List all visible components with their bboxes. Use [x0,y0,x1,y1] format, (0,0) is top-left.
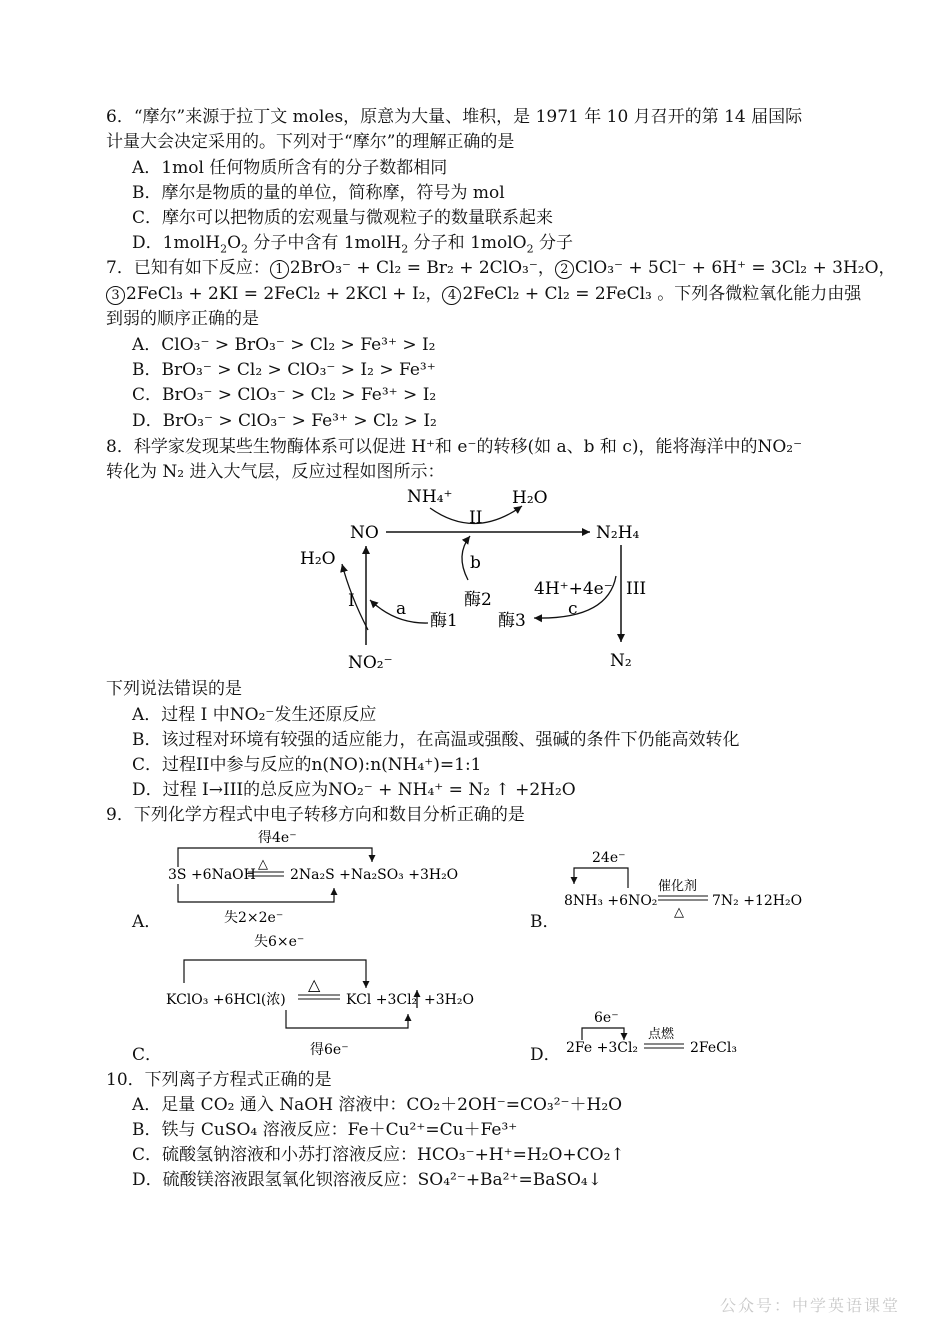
q9d-electron-label: 6e⁻ [594,1010,619,1026]
q9c-loss-bracket [184,960,366,988]
q6-option-d: D．$1molH_2O_2$ 分子中含有 1molH$_2$ 分子和 1molO$_2$ 分子 [132,233,574,256]
q10-option-c: C．硫酸氢钠溶液和小苏打溶液反应：HCO₃⁻+H⁺=H₂O+CO₂↑ [132,1145,625,1165]
q9a-loss-bracket [178,884,334,902]
q8-option-b: B．该过程对环境有较强的适应能力，在高温或强酸、强碱的条件下仍能高效转化 [132,730,740,750]
q10-option-a: A．足量 CO₂ 通入 NaOH 溶液中：CO₂＋2OH⁻=CO₃²⁻＋H₂O [132,1095,623,1115]
circled-4: 4 [442,286,461,305]
q9c-equation-left: KClO₃ +6HCl(浓) [166,992,286,1008]
q9a-gain-label: 得4e⁻ [258,830,297,846]
q9b-electron-label: 24e⁻ [592,850,626,866]
label-c: c [568,599,578,619]
q8-stem-line1: 8．科学家发现某些生物酶体系可以促进 H⁺和 e⁻的转移(如 a、b 和 c)，能将海洋中的NO₂⁻ [106,437,803,457]
q9d-equation-right: 2FeCl₃ [690,1040,737,1056]
label-h-e: 4H⁺+4e⁻ [534,579,613,599]
q9a-equation-left: 3S +6NaOH [168,867,256,883]
q7-reaction-3: 2FeCl₃ + 2KI = 2FeCl₂ + 2KCl + I₂， [126,284,443,304]
q9b-condition-top: 催化剂 [658,879,698,894]
label-process-iii: III [626,579,647,599]
q9-option-a-label: A． [132,912,162,932]
q9-option-c-label: C． [132,1045,163,1065]
q9b-bracket [574,868,628,888]
label-a: a [396,599,407,619]
label-enzyme3: 酶3 [498,611,526,631]
label-process-ii: II [469,508,483,528]
q10-stem: 10．下列离子方程式正确的是 [106,1070,332,1090]
nitrogen-cycle-diagram [290,480,670,680]
q10-option-b: B．铁与 CuSO₄ 溶液反应：Fe＋Cu²⁺=Cu＋Fe³⁺ [132,1120,518,1140]
q9c-loss-label: 失6×e⁻ [254,934,305,950]
arrow-process-i-curve [342,564,368,630]
arrow-b-curve [462,536,470,580]
q8-option-a: A．过程 I 中NO₂⁻发生还原反应 [132,705,377,725]
q7-option-a: A．ClO₃⁻ > BrO₃⁻ > Cl₂ > Fe³⁺ > I₂ [132,335,436,355]
circled-1: 1 [270,260,289,279]
label-no: NO [350,523,379,543]
label-no2: NO₂⁻ [348,653,393,673]
q9c-gain-bracket [286,1010,408,1028]
label-b: b [470,553,481,573]
q7-reaction-2: ClO₃⁻ + 5Cl⁻ + 6H⁺ = 3Cl₂ + 3H₂O， [574,258,896,278]
q9a-condition: △ [258,857,268,872]
q9d-bracket [582,1028,624,1040]
q9-option-b-figure [560,820,820,920]
q9b-condition-bot: △ [674,905,684,920]
q7-option-d: D．BrO₃⁻ > ClO₃⁻ > Fe³⁺ > Cl₂ > I₂ [132,411,437,431]
q9c-gain-label: 得6e⁻ [310,1042,349,1058]
q9a-equation-right: 2Na₂S +Na₂SO₃ +3H₂O [290,867,459,883]
q9-option-d-label: D． [530,1045,561,1065]
watermark: 公众号：中学英语课堂 [719,1296,900,1315]
q9d-condition: 点燃 [648,1027,675,1042]
q7-reaction-4: 2FeCl₂ + Cl₂ = 2FeCl₃ 。下列各微粒氧化能力由强 [462,284,862,304]
q7-stem-line3: 到弱的顺序正确的是 [106,309,259,329]
circled-2: 2 [555,260,574,279]
q9b-equation-left: 8NH₃ +6NO₂ [564,893,658,909]
q6-stem-line2: 计量大会决定采用的。下列对于“摩尔”的理解正确的是 [106,132,515,152]
q6-stem-line1: 6．“摩尔”来源于拉丁文 moles，原意为大量、堆积，是 1971 年 10 月召开的第 14 届国际 [106,107,803,127]
q9-option-d-figure [560,1010,780,1070]
label-nh4: NH₄⁺ [407,487,453,507]
circled-3: 3 [106,286,125,305]
q9a-loss-label: 失2×2e⁻ [224,910,284,926]
q7-stem-line1 [106,256,896,280]
q8-option-d: D．过程 I→III的总反应为NO₂⁻ + NH₄⁺ = N₂ ↑ +2H₂O [132,780,576,800]
q9c-condition: △ [308,975,321,994]
q7-reaction-1: 2BrO₃⁻ + Cl₂ = Br₂ + 2ClO₃⁻， [289,258,555,278]
q9c-equation-right-1: KCl +3Cl₂ [346,992,418,1008]
label-n2h4: N₂H₄ [596,523,640,543]
q9-option-b-label: B． [530,912,560,932]
q9c-equation-right-2: +3H₂O [424,992,474,1008]
q9a-gain-bracket [178,848,372,867]
label-enzyme2: 酶2 [464,590,492,610]
label-h2o-top: H₂O [512,488,548,508]
q8-stem-line2: 转化为 N₂ 进入大气层，反应过程如图所示： [106,462,445,482]
q8-stem-line3: 下列说法错误的是 [106,679,242,699]
q6-option-c: C．摩尔可以把物质的宏观量与微观粒子的数量联系起来 [132,208,554,228]
q7-stem-line2 [106,282,861,306]
label-h2o-left: H₂O [300,549,336,569]
q8-option-c: C．过程II中参与反应的n(NO):n(NH₄⁺)=1:1 [132,755,482,775]
q6-option-b: B．摩尔是物质的量的单位，简称摩，符号为 mol [132,183,505,203]
q9b-equation-right: 7N₂ +12H₂O [712,893,803,909]
q9-option-a-figure [130,822,460,932]
label-enzyme1: 酶1 [430,611,458,631]
label-n2: N₂ [610,651,632,671]
label-process-i: I [348,591,355,611]
q7-option-c: C．BrO₃⁻ > ClO₃⁻ > Cl₂ > Fe³⁺ > I₂ [132,385,437,405]
q9-option-c-figure [160,928,500,1063]
q6-option-a: A．1mol 任何物质所含有的分子数都相同 [132,158,448,178]
q9-stem: 9．下列化学方程式中电子转移方向和数目分析正确的是 [106,805,525,825]
q7-option-b: B．BrO₃⁻ > Cl₂ > ClO₃⁻ > I₂ > Fe³⁺ [132,360,436,380]
q7-stem-prefix: 7．已知有如下反应： [106,258,270,278]
q9d-equation-left: 2Fe +3Cl₂ [566,1040,639,1056]
q10-option-d: D．硫酸镁溶液跟氢氧化钡溶液反应：SO₄²⁻+Ba²⁺=BaSO₄↓ [132,1170,602,1190]
